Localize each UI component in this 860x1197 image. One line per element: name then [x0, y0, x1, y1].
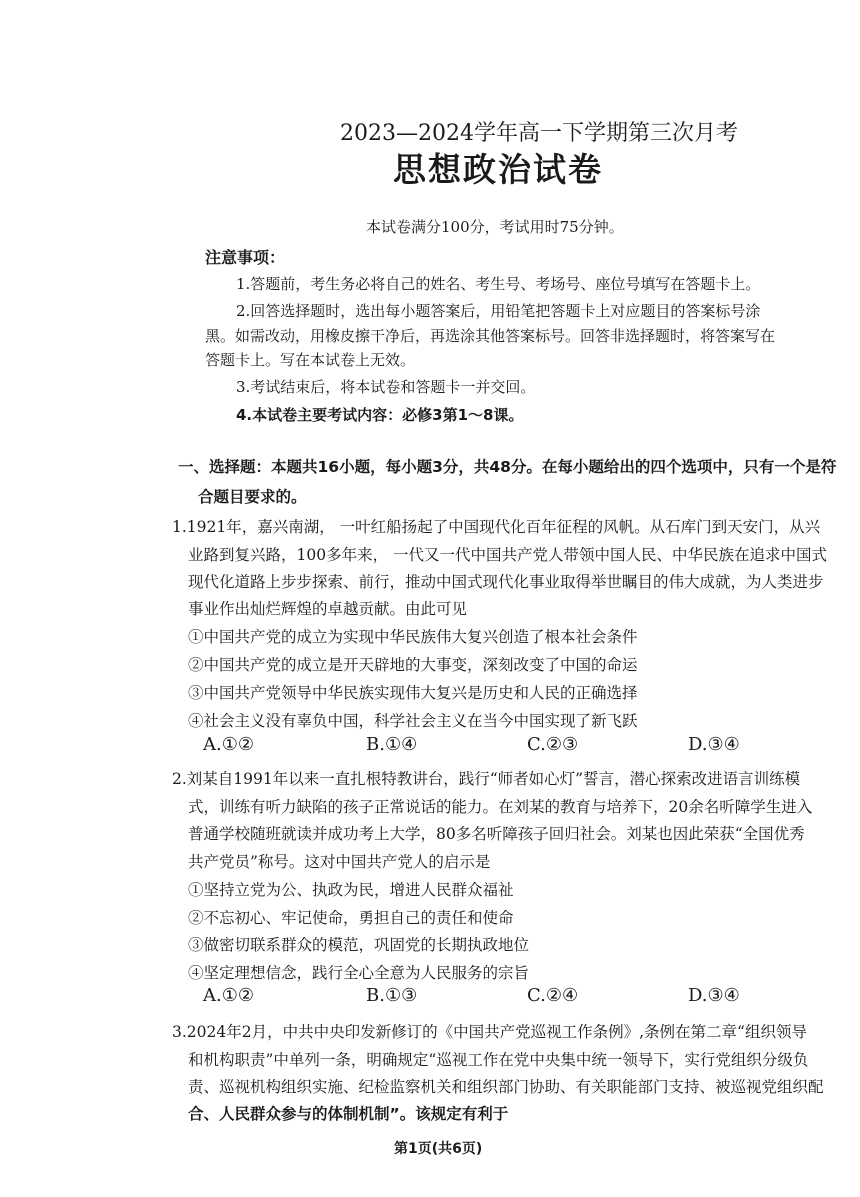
exam-subtitle: 本试卷满分100分，考试用时75分钟。 — [366, 218, 624, 236]
question-1-line-2: 业路到复兴路，100多年来， 一代又一代中国共产党人带领中国人民、中华民族在追求中国式 — [188, 546, 828, 564]
question-3-line-1: 3.2024年2月，中共中央印发新修订的《中国共产党巡视工作条例》,条例在第二章“组织领导 — [172, 1023, 807, 1041]
notice-item-2-line-1: 2.回答选择题时，选出每小题答案后，用铅笔把答题卡上对应题目的答案标号涂 — [236, 302, 761, 320]
notice-item-2-line-2: 黑。如需改动，用橡皮擦干净后，再选涂其他答案标号。回答非选择题时，将答案写在 — [205, 327, 776, 345]
page-footer: 第1页(共6页) — [394, 1141, 483, 1157]
question-1-choice-a[interactable]: A.①② — [203, 734, 254, 755]
question-3-line-3: 责、巡视机构组织实施、纪检监察机关和组织部门协助、有关职能部门支持、被巡视党组织配 — [188, 1078, 824, 1096]
notice-item-3: 3.考试结束后，将本试卷和答题卡一并交回。 — [236, 378, 536, 396]
question-1-item-2: ②中国共产党的成立是开天辟地的大事变，深刻改变了中国的命运 — [188, 656, 638, 674]
question-2-line-1: 2.刘某自1991年以来一直扎根特教讲台，践行“师者如心灯”誓言，潜心探索改进语言训练模 — [172, 770, 801, 788]
section-1-heading-line-2: 合题目要求的。 — [198, 488, 307, 506]
question-3-line-4: 合、人民群众参与的体制机制”。该规定有利于 — [188, 1105, 509, 1123]
question-2-item-2: ②不忘初心、牢记使命，勇担自己的责任和使命 — [188, 909, 514, 927]
question-1-choice-c[interactable]: C.②③ — [527, 734, 579, 755]
question-2-choice-b[interactable]: B.①③ — [366, 985, 418, 1006]
exam-title-subject: 思想政治试卷 — [393, 150, 603, 189]
question-2-item-1: ①坚持立党为公、执政为民，增进人民群众福祉 — [188, 881, 514, 899]
question-1-item-4: ④社会主义没有辜负中国，科学社会主义在当今中国实现了新飞跃 — [188, 712, 638, 730]
question-2-line-3: 普通学校随班就读并成功考上大学，80多名听障孩子回归社会。刘某也因此荣获“全国优秀 — [188, 825, 805, 843]
question-2-choice-d[interactable]: D.③④ — [688, 985, 740, 1006]
question-2-line-2: 式，训练有听力缺陷的孩子正常说话的能力。在刘某的教育与培养下，20余名听障学生进入 — [188, 798, 813, 816]
question-1-line-1: 1.1921年，嘉兴南湖， 一叶红船扬起了中国现代化百年征程的风帆。从石库门到天安门，从兴 — [172, 518, 821, 536]
question-2-choice-a[interactable]: A.①② — [203, 985, 254, 1006]
question-1-choice-b[interactable]: B.①④ — [366, 734, 418, 755]
question-1-choice-d[interactable]: D.③④ — [688, 734, 740, 755]
question-1-line-4: 事业作出灿烂辉煌的卓越贡献。由此可见 — [188, 600, 468, 618]
notice-heading: 注意事项： — [205, 248, 286, 267]
question-1-line-3: 现代化道路上步步探索、前行，推动中国式现代化事业取得举世瞩目的伟大成就，为人类进步 — [188, 573, 824, 591]
question-2-item-3: ③做密切联系群众的模范，巩固党的长期执政地位 — [188, 936, 530, 954]
question-2-choice-c[interactable]: C.②④ — [527, 985, 579, 1006]
question-1-item-1: ①中国共产党的成立为实现中华民族伟大复兴创造了根本社会条件 — [188, 628, 638, 646]
question-3-line-2: 和机构职责”中单列一条，明确规定“巡视工作在党中央集中统一领导下，实行党组织分级负 — [188, 1051, 809, 1069]
question-2-line-4: 共产党员”称号。这对中国共产党人的启示是 — [188, 853, 491, 871]
notice-item-2-line-3: 答题卡上。写在本试卷上无效。 — [205, 351, 416, 369]
question-2-item-4: ④坚定理想信念，践行全心全意为人民服务的宗旨 — [188, 964, 530, 982]
notice-item-4: 4.本试卷主要考试内容：必修3第1～8课。 — [236, 406, 524, 424]
notice-item-1: 1.答题前，考生务必将自己的姓名、考生号、考场号、座位号填写在答题卡上。 — [236, 275, 761, 293]
exam-title-year: 2023—2024学年高一下学期第三次月考 — [340, 121, 738, 146]
section-1-heading-line-1: 一、选择题：本题共16小题，每小题3分，共48分。在每小题给出的四个选项中，只有一个是符 — [178, 458, 837, 476]
question-1-item-3: ③中国共产党领导中华民族实现伟大复兴是历史和人民的正确选择 — [188, 684, 638, 702]
